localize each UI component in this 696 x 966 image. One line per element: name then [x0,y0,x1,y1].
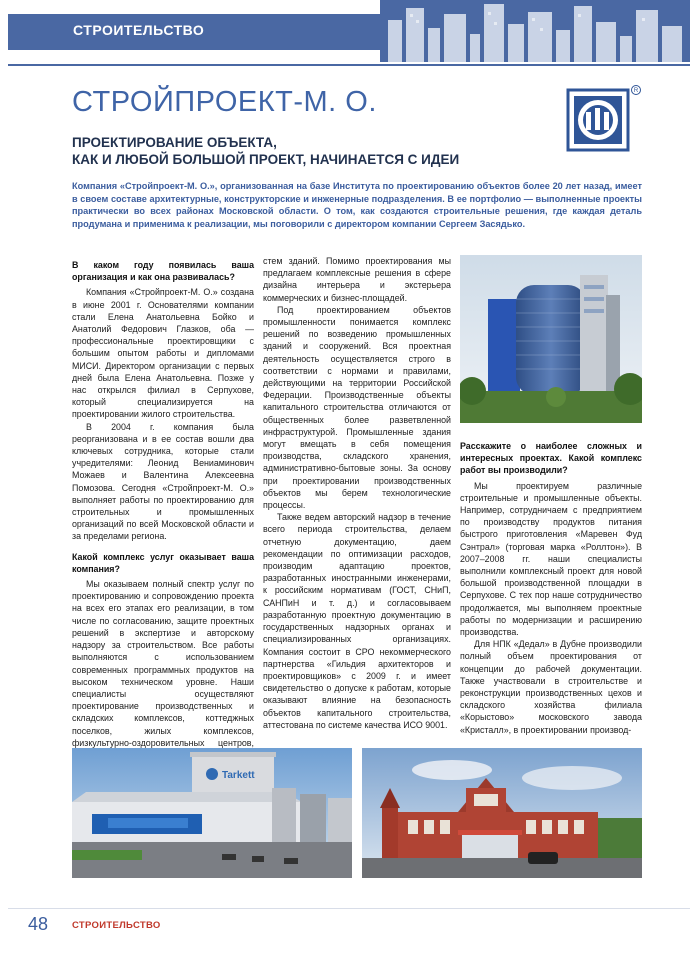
section-header-label: СТРОИТЕЛЬСТВО [73,22,205,38]
footer-rule [8,908,690,909]
company-logo [566,84,642,154]
text-column-2 [263,255,451,731]
text-column-3 [460,440,642,736]
office-building-photo [460,255,642,423]
tarkett-factory-photo [72,748,352,878]
paragraph: Для НПК «Дедал» в Дубне производили полный объем проектирования от концепции до рабочей документации. Также участвовали в строительстве и реконструкции производственных цехов и складского хозяйства филиала «Корыстово» московского завода «Кристалл», в проектировании производ- [460,639,642,735]
paragraph: Под проектированием объектов промышленности понимается комплекс решений по возведению промышленных зданий и сооружений. Вся проектная деятельность осуществляется строго в соответствии с нормами и правилами, действующими на территории Российской Федерации. Производственные объекты капитального строительства отличаются от общественных более разветвленной инфраструктурой. Промышленные здания могут вмещать в себя помещения производства, складского хранения, административно-бытовые зоны. За основу при проектировании производственных объектов мы берем технологические процессы. [263,304,451,511]
header-rule [8,64,690,66]
paragraph: стем зданий. Помимо проектирования мы предлагаем комплексные решения в сфере дизайна интерьера и экстерьера коммерческих и бизнес-площадей. [263,256,451,303]
question-3: Расскажите о наиболее сложных и интересных проектах. Какой комплекс работ вы производили? [460,441,642,476]
brick-building-photo [362,748,642,878]
page-number: 48 [28,914,49,934]
paragraph: Мы проектируем различные строительные и промышленные объекты. Например, сотрудничаем с предприятием по производству продуктов питания быстрого приготовления «Маревен Фуд Сэнтрал» (торговая марка «Роллтон»). В 2007–2008 гг. наши специалисты выполнили комплексный проект для новой большой производственной площадки в Серпухове. С тех пор наше сотрудничество продолжается, мы выполняем проектные работы по модернизации и расширению производства. [460,480,642,638]
paragraph: В 2004 г. компания была реорганизована и в ее состав вошли два ключевых сотрудника, которые стали учредителями: Леонид Вениаминович Можаев и Валентина Алексеевна Помозова. Сегодня «Стройпроект-М. О.» выполняет работы по проектированию для строительных и промышленных организаций по всей Московской области и за пределами региона. [72,421,254,542]
question-1: В каком году появилась ваша организация и как она развивалась? [72,260,254,283]
paragraph: Также ведем авторский надзор в течение всего периода строительства, делаем отчетную документацию, даем рекомендации по оптимизации расходов, производим адаптацию проектов, разработанных иностранными инженерами, к российским нормативам (ГОСТ, СНиП, САНПиН и т. д.) и согласовываем разработанную проектную документацию в государственных надзорных органах и специализированных организациях. Компания состоит в СРО некоммерческого партнерства «Гильдия архитекторов и проектировщиков» с 2009 г. и имеет свидетельство о допуске к работам, которые оказывают влияние на безопасность объектов капитального строительства, аттестована по системе качества ИСО 9001. [263,512,451,730]
article-lead: Компания «Стройпроект-М. О.», организованная на базе Института по проектированию объектов более 20 лет назад, имеет в своем составе архитектурные, конструкторские и инженерные подразделения. В ее портфолио — выполненные проекты практически во всех районах Московской области. О том, как создаются строительные решения, где каждая деталь продумана и применима к реализации, мы поговорили с директором компании Сергеем Засядько. [72,181,642,229]
article-subtitle [72,134,512,168]
footer-section-label: СТРОИТЕЛЬСТВО [72,920,161,931]
subtitle-line-2: КАК И ЛЮБОЙ БОЛЬШОЙ ПРОЕКТ, НАЧИНАЕТСЯ С ИДЕИ [72,152,460,167]
skyline-graphic [380,0,690,62]
question-2: Какой комплекс услуг оказывает ваша компания? [72,551,254,574]
subtitle-line-1: ПРОЕКТИРОВАНИЕ ОБЪЕКТА, [72,135,277,150]
text-column-1 [72,255,254,761]
svg-text:R: R [633,88,639,94]
paragraph: Компания «Стройпроект-М. О.» создана в июне 2001 г. Основателями компании стали Елена Анатольевна Бойко и Анатолий Федорович Глазков, оба — профессиональные проектировщики с большим опытом работы и дипломами МИСИ. Директором организации с первых дней была Елена Анатольевна. Позже у нас открылся филиал в Серпухове, который специализируется на проектировании жилого строительства. [72,287,254,420]
tarkett-sign: Tarkett [222,770,255,781]
paragraph: Мы оказываем полный спектр услуг по проектированию и сопровождению проекта на всех его этапах его реализации, в том числе по согласованию, защите проектных решений в экспертизе и авторскому надзору за строительством. Все работы выполняются с использованием современных программных продуктов на высоком техническом уровне. Наши специалисты осуществляют проектирование производственных и складских комплексов, коттеджных поселков, жилых комплексов, физкультурно-оздоровительных центров, [72,579,254,748]
article-title: СТРОЙПРОЕКТ-М. О. [72,86,377,118]
